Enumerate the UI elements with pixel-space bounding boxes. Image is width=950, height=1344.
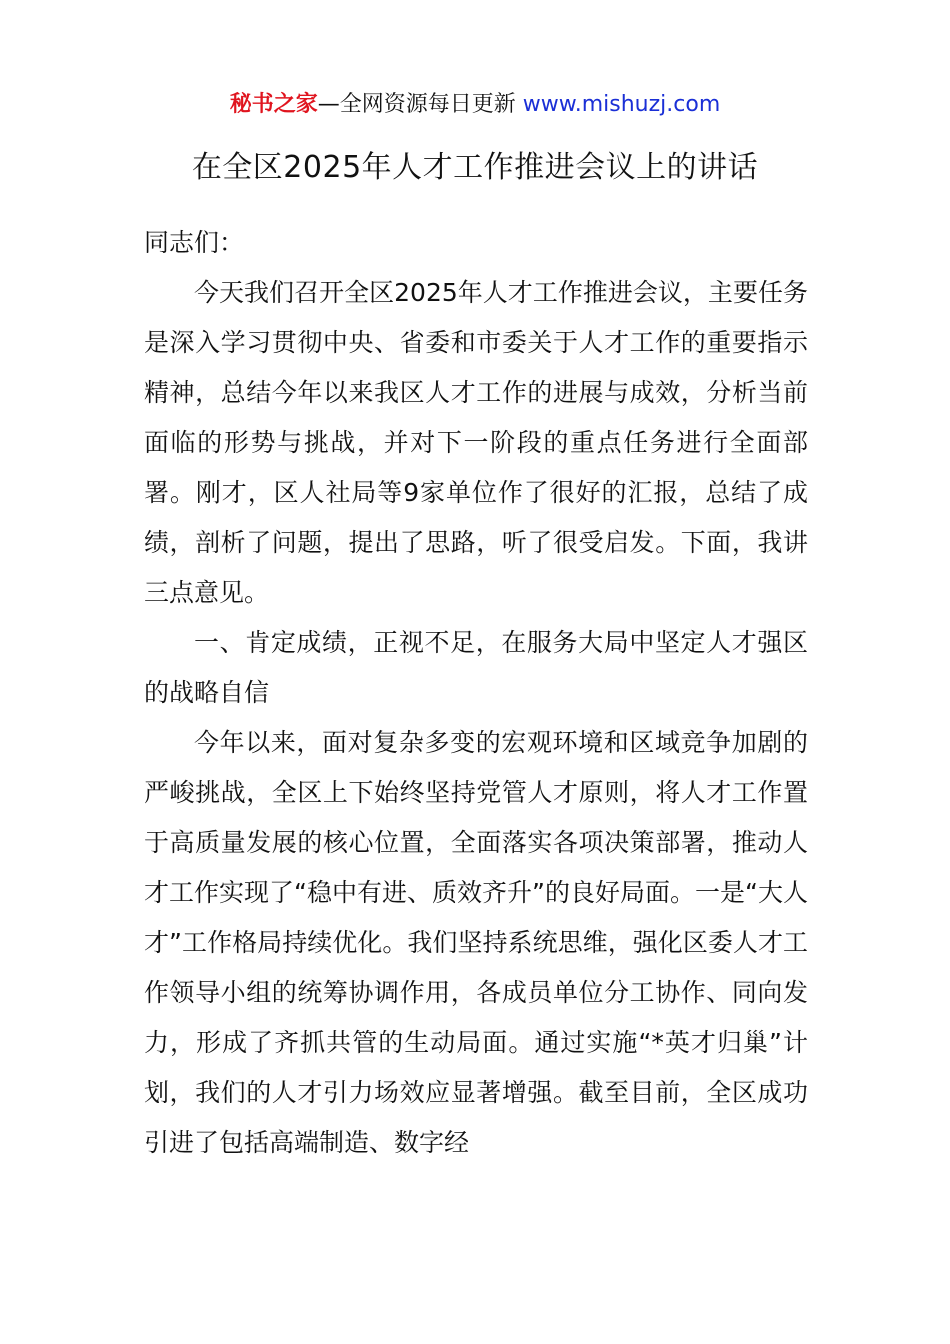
header-tagline: —全网资源每日更新 — [317, 92, 516, 117]
document-body — [144, 218, 808, 1168]
site-header — [0, 88, 950, 122]
section-heading-1: 一、肯定成绩，正视不足，在服务大局中坚定人才强区的战略自信 — [144, 628, 808, 707]
salutation: 同志们： — [144, 228, 245, 257]
document-title: 在全区2025年人才工作推进会议上的讲话 — [191, 150, 759, 185]
site-url-link[interactable]: www.mishuzj.com — [522, 92, 721, 117]
brand-name: 秘书之家 — [229, 92, 318, 117]
paragraph-intro: 今天我们召开全区2025年人才工作推进会议，主要任务是深入学习贯彻中央、省委和市委关于人才工作的重要指示精神，总结今年以来我区人才工作的进展与成效，分析当前面临的形势与挑战，并对下一阶段的重点任务进行全面部署。刚才，区人社局等9家单位作了很好的汇报，总结了成绩，剖析了问题，提出了思路，听了很受启发。下面，我讲三点意见。 — [144, 278, 808, 607]
paragraph-achievements: 今年以来，面对复杂多变的宏观环境和区域竞争加剧的严峻挑战，全区上下始终坚持党管人才原则，将人才工作置于高质量发展的核心位置，全面落实各项决策部署，推动人才工作实现了“稳中有进、质效齐升”的良好局面。一是“大人才”工作格局持续优化。我们坚持系统思维，强化区委人才工作领导小组的统筹协调作用，各成员单位分工协作、同向发力，形成了齐抓共管的生动局面。通过实施“*英才归巢”计划，我们的人才引力场效应显著增强。截至目前，全区成功引进了包括高端制造、数字经 — [144, 728, 808, 1157]
